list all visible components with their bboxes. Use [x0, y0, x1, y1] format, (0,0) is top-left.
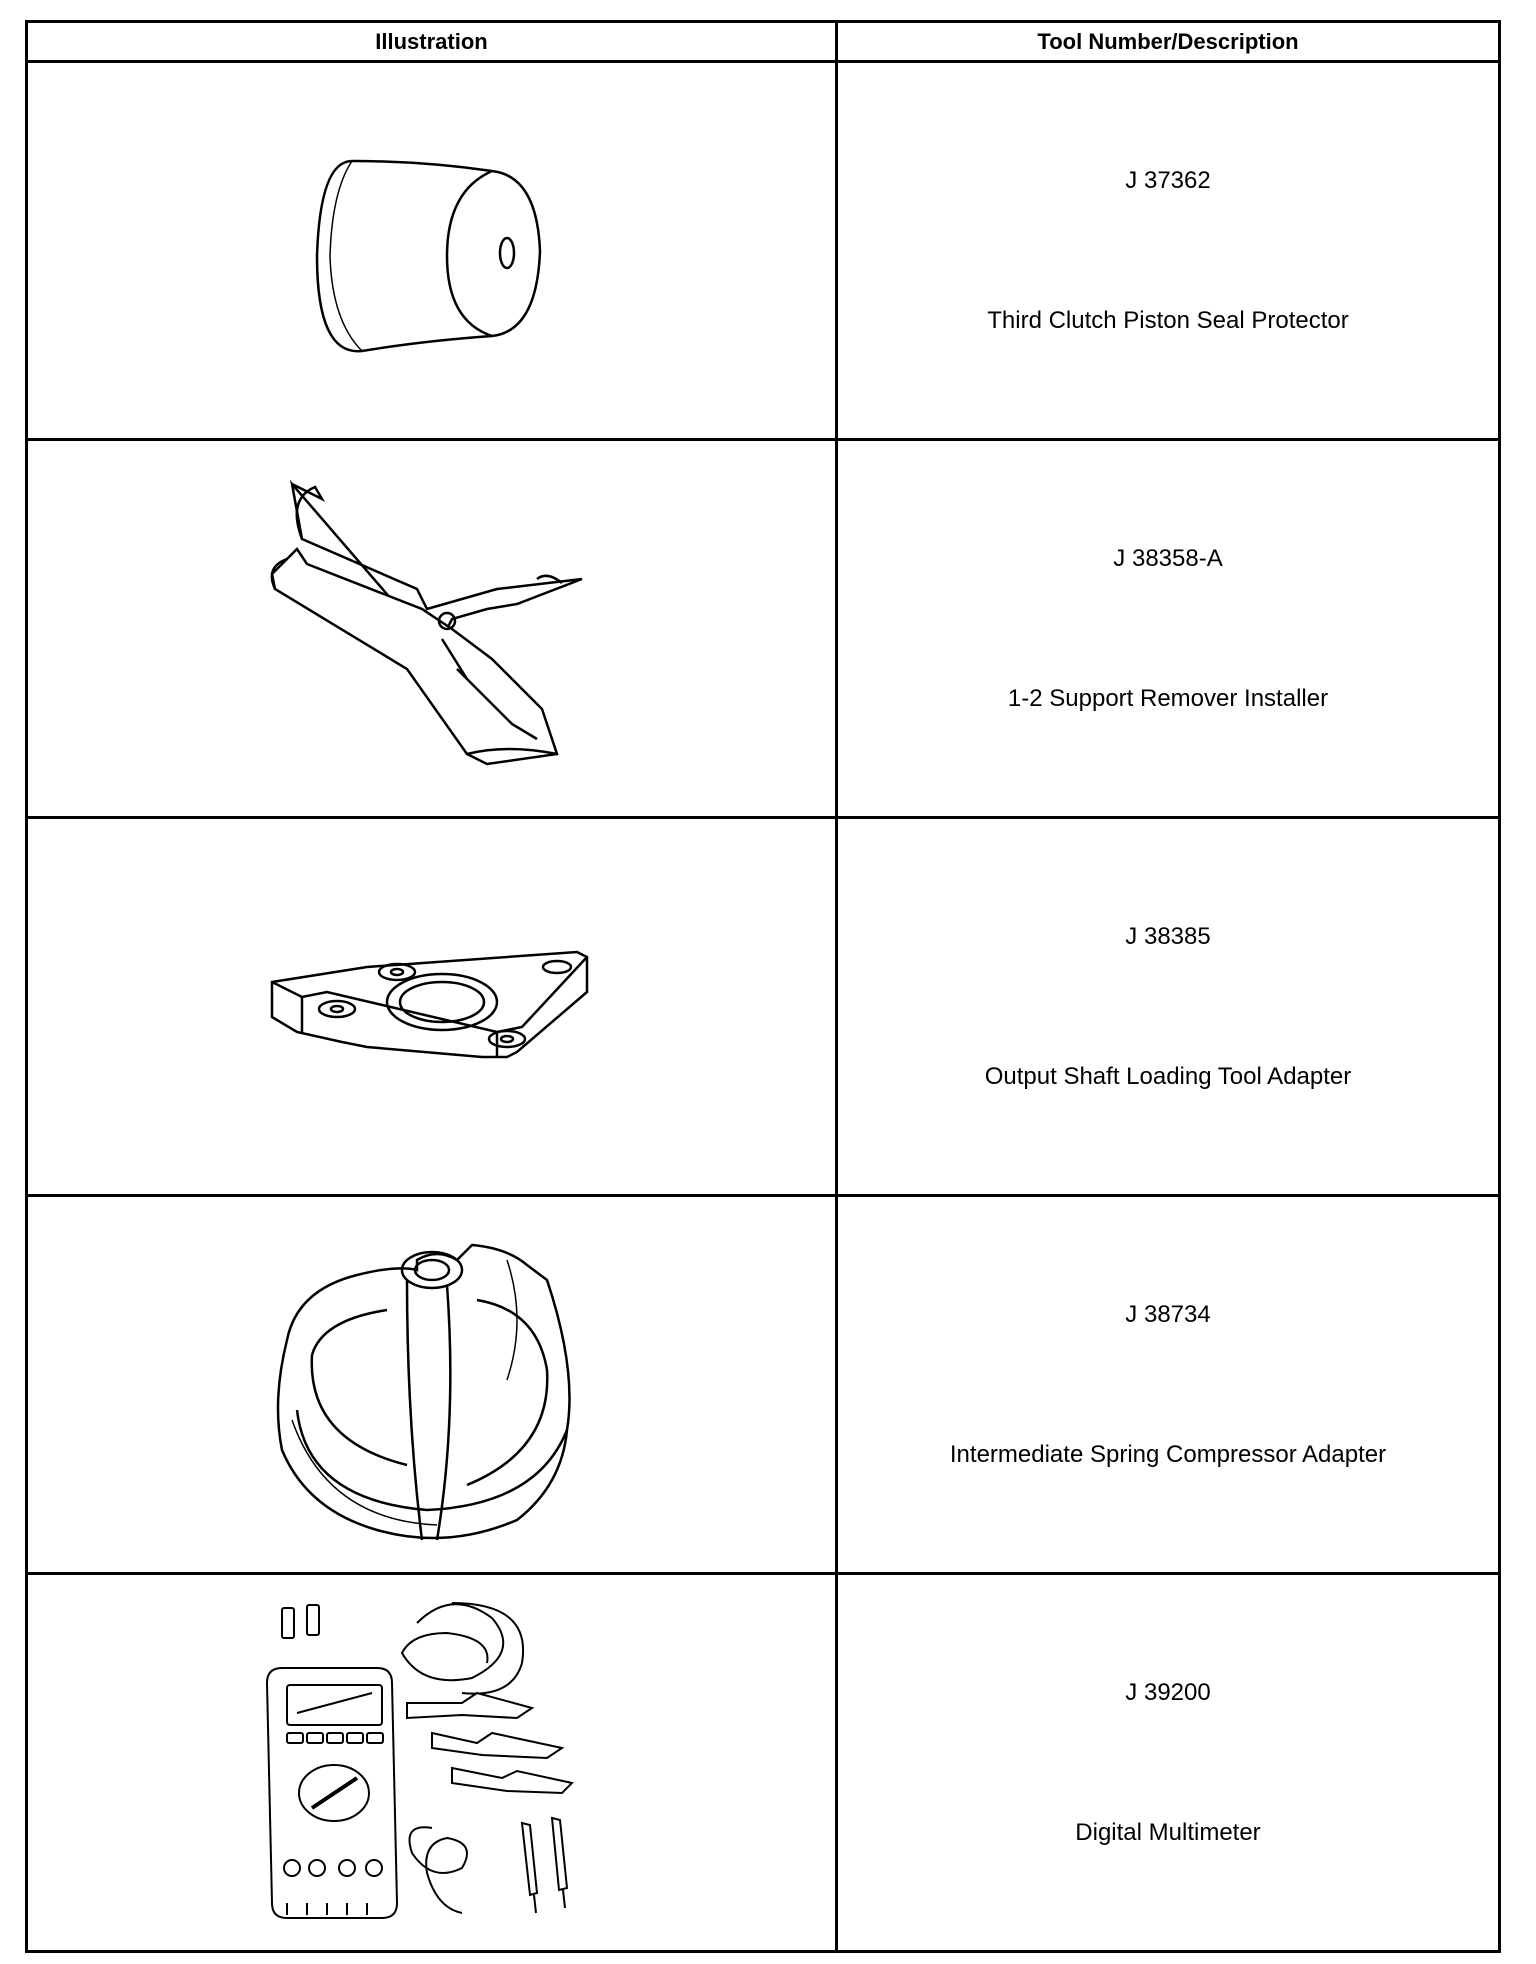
illustration-cell: [27, 440, 837, 818]
illustration-cell: [27, 1574, 837, 1952]
support-remover-installer-icon: [267, 479, 597, 779]
tool-description: 1-2 Support Remover Installer: [1007, 684, 1329, 712]
header-tool-number-description: Tool Number/Description: [837, 22, 1500, 62]
tool-number: J 37362: [1125, 166, 1211, 194]
description-cell: [837, 1196, 1500, 1574]
illustration-cell: [27, 1196, 837, 1574]
tool-description: Third Clutch Piston Seal Protector: [987, 306, 1349, 334]
tool-description: Digital Multimeter: [1075, 1818, 1261, 1846]
description-cell: [837, 1574, 1500, 1952]
digital-multimeter-icon: [262, 1593, 602, 1933]
tool-description: Output Shaft Loading Tool Adapter: [984, 1062, 1352, 1090]
tool-number: J 38358-A: [1113, 544, 1223, 572]
tool-number: J 38385: [1125, 922, 1211, 950]
tool-number: J 38734: [1125, 1300, 1211, 1328]
spring-compressor-adapter-icon: [267, 1220, 597, 1550]
header-illustration: Illustration: [27, 22, 837, 62]
table-row: [27, 1574, 1500, 1952]
loading-tool-adapter-icon: [267, 947, 597, 1067]
header-row: [27, 22, 1500, 62]
tool-number: J 39200: [1125, 1678, 1211, 1706]
table-row: [27, 440, 1500, 818]
table-row: [27, 1196, 1500, 1574]
table-row: [27, 62, 1500, 440]
table-row: [27, 818, 1500, 1196]
special-tools-table: [25, 20, 1501, 1953]
seal-protector-icon: [302, 131, 562, 371]
illustration-cell: [27, 818, 837, 1196]
tool-description: Intermediate Spring Compressor Adapter: [949, 1440, 1387, 1468]
description-cell: [837, 62, 1500, 440]
description-cell: [837, 818, 1500, 1196]
illustration-cell: [27, 62, 837, 440]
description-cell: [837, 440, 1500, 818]
